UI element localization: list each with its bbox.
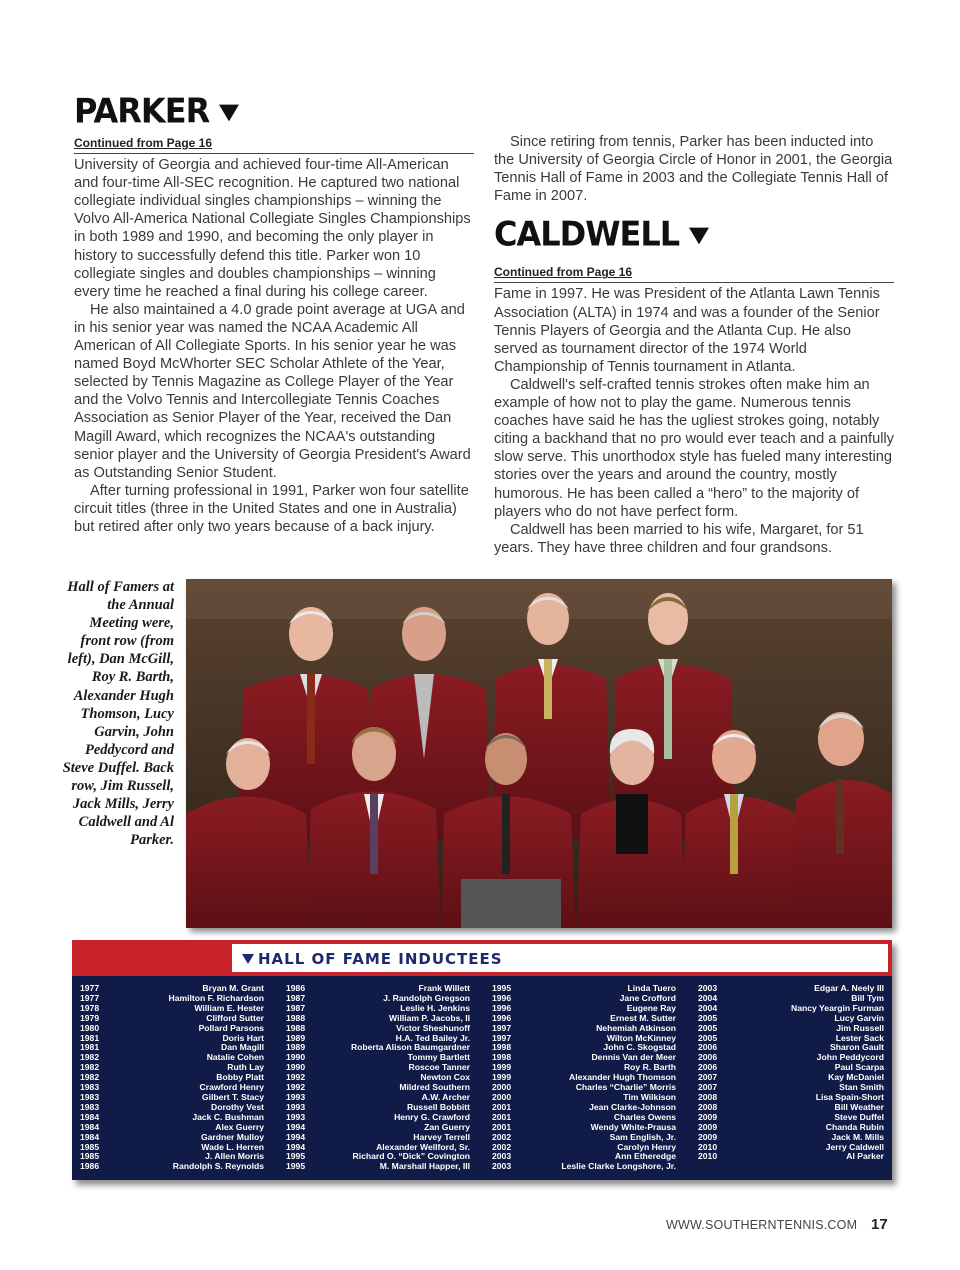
inductee-year: 2004 (698, 1002, 718, 1013)
inductee-name: Russell Bobbitt (406, 1101, 470, 1112)
inductee-year: 2009 (698, 1131, 718, 1142)
inductee-name: Jim Russell (836, 1022, 884, 1033)
hall-of-fame-table (72, 940, 892, 1180)
inductee-year: 1995 (286, 1161, 306, 1172)
inductee-name: Randolph S. Reynolds (172, 1161, 264, 1172)
inductee-name: Henry G. Crawford (394, 1111, 470, 1122)
inductee-year: 1989 (286, 1042, 306, 1053)
inductee-name: Alexander Wellford, Sr. (376, 1141, 470, 1152)
inductee-row (286, 1162, 470, 1172)
inductee-name: H.A. Ted Bailey Jr. (395, 1032, 470, 1043)
inductee-name: Victor Sheshunoff (396, 1022, 470, 1033)
inductee-year: 1993 (286, 1091, 306, 1102)
inductee-year: 1983 (80, 1082, 100, 1093)
caldwell-paragraph-1: Fame in 1997. He was President of the Atlanta Lawn Tennis Association (ALTA) in 1974 and was a founder of the Senior Tennis Players of Georgia and the Atlanta Cup. He also served as tournament director of the 1974 World Championship of Tennis tournament in Atlanta. (494, 286, 880, 375)
inductee-name: Paul Scarpa (834, 1062, 884, 1073)
hof-column-2 (286, 984, 470, 1172)
inductee-name: Zan Guerry (424, 1121, 470, 1132)
inductee-row (80, 1162, 264, 1172)
inductee-name: Jean Clarke-Johnson (589, 1101, 676, 1112)
inductee-year: 2001 (492, 1101, 512, 1112)
parker-paragraph-1: University of Georgia and achieved four-time All-American and four-time All-SEC recognition. He captured two national collegiate individual singles championships – winning the Volvo All-America National Collegiate Singles Championships in both 1989 and 1990, and becoming the only player in history to successfully defend this title. Parker won 10 collegiate singles and doubles championships – winning every time he reached a final during his college career. (74, 157, 471, 300)
page-number: 17 (871, 1216, 888, 1233)
triangle-down-icon (689, 228, 709, 245)
inductee-row (286, 1133, 470, 1143)
inductee-name: John Peddycord (816, 1052, 884, 1063)
inductee-year: 2000 (492, 1091, 512, 1102)
inductee-name: Leslie Clarke Longshore, Jr. (561, 1161, 676, 1172)
photo-caption: Hall of Famers at the Annual Meeting were, front row (from left), Dan McGill, Roy R. Barth, Alexander Hugh Thomson, Lucy Garvin, John Peddycord and Steve Duffel. Back row, Jim Russell, Jack Mills, Jerry Caldwell and Al Parker. (62, 579, 174, 849)
caldwell-paragraph-3: Caldwell has been married to his wife, Margaret, for 51 years. They have three children and four grandsons. (494, 521, 864, 556)
inductee-year: 1989 (286, 1032, 306, 1043)
inductee-name: Hamilton F. Richardson (168, 992, 264, 1003)
inductee-name: Harvey Terrell (413, 1131, 470, 1142)
inductee-year: 1992 (286, 1082, 306, 1093)
inductee-year: 1982 (80, 1072, 100, 1083)
inductee-name: Ernest M. Sutter (610, 1012, 676, 1023)
inductee-name: Tommy Bartlett (407, 1052, 470, 1063)
inductee-year: 1985 (80, 1151, 100, 1162)
inductee-year: 1998 (492, 1052, 512, 1063)
hof-list (72, 976, 892, 1180)
inductee-name: Newton Cox (420, 1072, 470, 1083)
inductee-year: 1983 (80, 1101, 100, 1112)
inductee-row (698, 1133, 884, 1143)
hof-header-bar (72, 940, 232, 976)
inductee-name: Sharon Gault (830, 1042, 884, 1053)
inductee-name: Chanda Rubin (825, 1121, 884, 1132)
inductee-row (492, 1162, 676, 1172)
hof-title: HALL OF FAME INDUCTEES (242, 950, 503, 968)
inductee-year: 2008 (698, 1091, 718, 1102)
inductee-year: 1982 (80, 1052, 100, 1063)
caldwell-paragraph-2: Caldwell's self-crafted tennis strokes often make him an example of how not to play the game. Numerous tennis coaches have said he has the ugliest strokes going, notably citing a backhand that no pro would ever teach and a painfully slow serve. This unorthodox style has fueled many interesting stories over the years and around the country, mostly humorous. He has been called a “hero” to the majority of players who do not have perfect form. (494, 376, 894, 520)
inductee-name: Crawford Henry (199, 1082, 264, 1093)
inductee-name: Charles Owens (613, 1111, 676, 1122)
inductee-name: Carolyn Henry (617, 1141, 676, 1152)
inductee-year: 1987 (286, 992, 306, 1003)
inductee-name: Nehemiah Atkinson (596, 1022, 676, 1033)
inductee-name: Charles “Charlie” Morris (575, 1082, 676, 1093)
inductee-year: 1993 (286, 1111, 306, 1122)
inductee-year: 1997 (492, 1022, 512, 1033)
parker-heading: PARKER (74, 92, 474, 130)
inductee-name: Clifford Sutter (206, 1012, 264, 1023)
inductee-year: 2005 (698, 1022, 718, 1033)
inductee-year: 1978 (80, 1002, 100, 1013)
inductee-name: Alex Guerry (215, 1121, 264, 1132)
inductee-name: Stan Smith (839, 1082, 884, 1093)
inductee-year: 2007 (698, 1072, 718, 1083)
hof-column-3 (492, 984, 676, 1172)
inductee-name: Lester Sack (835, 1032, 884, 1043)
inductee-year: 1990 (286, 1062, 306, 1073)
inductee-name: Ann Etheredge (614, 1151, 676, 1162)
inductee-name: Leslie H. Jenkins (400, 1002, 470, 1013)
inductee-name: Wilton McKinney (606, 1032, 676, 1043)
inductee-year: 2001 (492, 1111, 512, 1122)
inductee-name: Pollard Parsons (198, 1022, 264, 1033)
inductee-year: 1992 (286, 1072, 306, 1083)
caldwell-article (494, 133, 894, 557)
inductee-name: J. Randolph Gregson (383, 992, 470, 1003)
inductee-year: 2006 (698, 1062, 718, 1073)
inductee-name: Ruth Lay (227, 1062, 264, 1073)
inductee-name: Roy R. Barth (623, 1062, 676, 1073)
inductee-row (698, 1152, 884, 1162)
inductee-year: 1997 (492, 1032, 512, 1043)
inductee-name: Eugene Ray (626, 1002, 676, 1013)
inductee-year: 2003 (492, 1161, 512, 1172)
inductee-year: 1994 (286, 1121, 306, 1132)
inductee-name: Bill Weather (834, 1101, 884, 1112)
inductee-name: Bill Tym (851, 992, 884, 1003)
inductee-name: Sam English, Jr. (609, 1131, 676, 1142)
inductee-name: Jack C. Bushman (192, 1111, 264, 1122)
inductee-year: 2006 (698, 1042, 718, 1053)
inductee-year: 2006 (698, 1052, 718, 1063)
inductee-year: 1999 (492, 1072, 512, 1083)
inductee-year: 1987 (286, 1002, 306, 1013)
inductee-year: 1977 (80, 983, 100, 993)
footer-url: WWW.SOUTHERNTENNIS.COM (666, 1218, 858, 1232)
inductee-name: A.W. Archer (421, 1091, 470, 1102)
inductee-year: 1999 (492, 1062, 512, 1073)
inductee-year: 1984 (80, 1131, 100, 1142)
inductee-year: 1990 (286, 1052, 306, 1063)
inductee-name: Jack M. Mills (831, 1131, 884, 1142)
inductee-year: 1996 (492, 992, 512, 1003)
group-photo (186, 579, 892, 928)
inductee-year: 2000 (492, 1082, 512, 1093)
inductee-year: 1995 (492, 983, 512, 993)
inductee-name: Roberta Alison Baumgardner (350, 1042, 470, 1053)
inductee-name: Tim Wilkison (623, 1091, 676, 1102)
inductee-name: Wade L. Herren (201, 1141, 264, 1152)
inductee-year: 2005 (698, 1012, 718, 1023)
inductee-year: 1984 (80, 1111, 100, 1122)
inductee-year: 2001 (492, 1121, 512, 1132)
inductee-name: M. Marshall Happer, III (379, 1161, 470, 1172)
inductee-name: Jane Crofford (619, 992, 676, 1003)
inductee-name: Steve Duffel (834, 1111, 884, 1122)
inductee-name: Dennis Van der Meer (591, 1052, 676, 1063)
inductee-year: 1977 (80, 992, 100, 1003)
caldwell-continued: Continued from Page 16 (494, 263, 894, 283)
parker-paragraph-3: After turning professional in 1991, Parker won four satellite circuit titles (three in the United States and one in Australia) but retired after only two years because of a back injury. (74, 482, 469, 535)
inductee-year: 2003 (698, 983, 718, 993)
inductee-name: Lucy Garvin (834, 1012, 884, 1023)
inductee-year: 1996 (492, 1012, 512, 1023)
inductee-name: Wendy White-Prausa (590, 1121, 676, 1132)
inductee-year: 1981 (80, 1032, 100, 1043)
inductee-year: 2008 (698, 1101, 718, 1112)
inductee-year: 1986 (286, 983, 306, 993)
inductee-year: 2009 (698, 1111, 718, 1122)
inductee-name: Gardner Mulloy (200, 1131, 264, 1142)
inductee-year: 2002 (492, 1131, 512, 1142)
inductee-year: 1994 (286, 1141, 306, 1152)
inductee-name: Roscoe Tanner (408, 1062, 470, 1073)
inductee-year: 1993 (286, 1101, 306, 1112)
inductee-name: Dan Magill (221, 1042, 264, 1053)
inductee-name: Doris Hart (222, 1032, 264, 1043)
parker-paragraph-2: He also maintained a 4.0 grade point average at UGA and in his senior year was named the NCAA Academic All American of All Collegiate Sports. In his senior year he was named Boyd McWhorter SEC Scholar Athlete of the Year, selected by Tennis Magazine as College Player of the Year and the Volvo Tennis and Intercollegiate Tennis Coaches Association as Senior Player of the Year, received the Dan Magill Award, which recognizes the NCAA's outstanding senior player and the University of Georgia President's Award as Outstanding Senior Student. (74, 301, 471, 481)
inductee-year: 2010 (698, 1141, 718, 1152)
inductee-name: Alexander Hugh Thomson (569, 1072, 676, 1083)
inductee-year: 2009 (698, 1121, 718, 1132)
inductee-name: Mildred Southern (399, 1082, 470, 1093)
inductee-year: 1982 (80, 1062, 100, 1073)
inductee-name: Richard O. “Dick” Covington (352, 1151, 470, 1162)
inductee-name: J. Allen Morris (205, 1151, 264, 1162)
inductee-name: John C. Skogstad (603, 1042, 676, 1053)
inductee-name: Bobby Platt (216, 1072, 264, 1083)
inductee-year: 1998 (492, 1042, 512, 1053)
inductee-row (492, 1133, 676, 1143)
triangle-down-icon (242, 954, 254, 964)
inductee-name: Nancy Yeargin Furman (791, 1002, 884, 1013)
hof-column-4 (698, 984, 884, 1162)
caldwell-heading: CALDWELL (494, 215, 894, 253)
inductee-year: 1983 (80, 1091, 100, 1102)
inductee-name: Lisa Spain-Short (815, 1091, 884, 1102)
parker-closing: Since retiring from tennis, Parker has been inducted into the University of Georgia Circle of Honor in 2001, the Georgia Tennis Hall of Fame in 2003 and the Collegiate Tennis Hall of Fame in 2007. (494, 134, 893, 205)
inductee-year: 2004 (698, 992, 718, 1003)
inductee-name: Jerry Caldwell (825, 1141, 884, 1152)
hof-header (72, 940, 892, 976)
inductee-row (80, 1133, 264, 1143)
inductee-name: Bryan M. Grant (202, 983, 264, 993)
inductee-year: 1981 (80, 1042, 100, 1053)
inductee-name: Al Parker (846, 1151, 884, 1162)
triangle-down-icon (219, 105, 239, 122)
inductee-name: Kay McDaniel (828, 1072, 884, 1083)
inductee-name: William P. Jacobs, II (389, 1012, 470, 1023)
inductee-year: 1984 (80, 1121, 100, 1132)
inductee-year: 1980 (80, 1022, 100, 1033)
parker-article (74, 92, 474, 536)
inductee-year: 1986 (80, 1161, 100, 1172)
inductee-year: 1988 (286, 1022, 306, 1033)
inductee-name: Dorothy Vest (210, 1101, 264, 1112)
inductee-name: Edgar A. Neely III (814, 983, 884, 993)
inductee-year: 1996 (492, 1002, 512, 1013)
inductee-year: 2010 (698, 1151, 718, 1162)
inductee-name: Natalie Cohen (206, 1052, 264, 1063)
inductee-year: 2007 (698, 1082, 718, 1093)
parker-continued: Continued from Page 16 (74, 134, 474, 154)
inductee-name: Linda Tuero (627, 983, 676, 993)
inductee-year: 2005 (698, 1032, 718, 1043)
inductee-year: 1979 (80, 1012, 100, 1023)
inductee-year: 2002 (492, 1141, 512, 1152)
inductee-year: 1985 (80, 1141, 100, 1152)
inductee-year: 2003 (492, 1151, 512, 1162)
inductee-name: William E. Hester (194, 1002, 264, 1013)
inductee-year: 1988 (286, 1012, 306, 1023)
inductee-name: Gilbert T. Stacy (201, 1091, 264, 1102)
inductee-name: Frank Willett (418, 983, 470, 993)
inductee-year: 1994 (286, 1131, 306, 1142)
inductee-year: 1995 (286, 1151, 306, 1162)
hof-column-1 (80, 984, 264, 1172)
